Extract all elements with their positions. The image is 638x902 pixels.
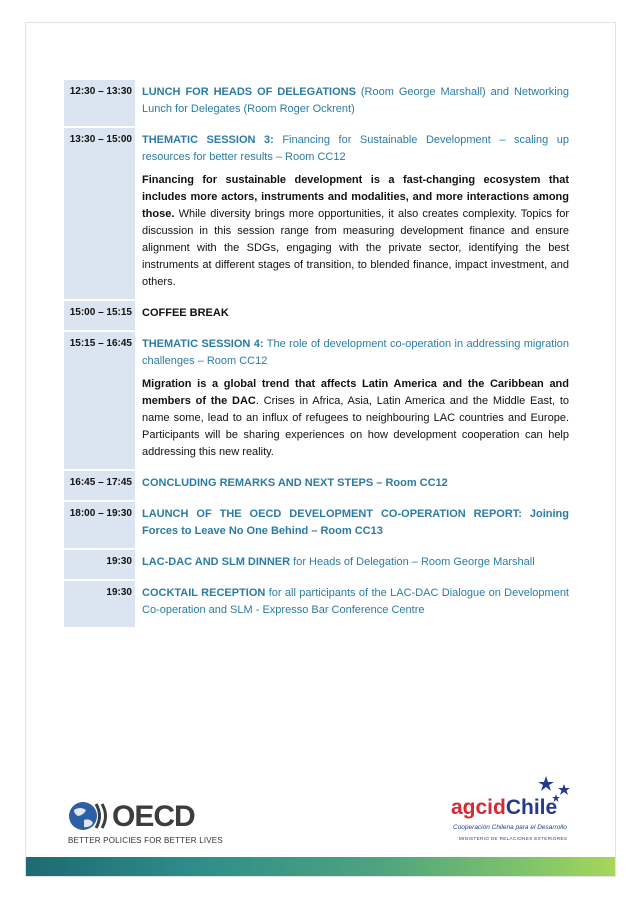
session-content — [135, 471, 576, 502]
agenda-row — [64, 502, 576, 550]
session-title: LUNCH FOR HEADS OF DELEGATIONS — [142, 86, 356, 98]
oecd-tagline: BETTER POLICIES FOR BETTER LIVES — [68, 836, 223, 845]
agenda-row — [64, 581, 576, 627]
agcid-ministry: MINISTERIO DE RELACIONES EXTERIORES — [459, 836, 568, 841]
time-cell: 15:15 – 16:45 — [64, 332, 135, 471]
session-title: CONCLUDING REMARKS AND NEXT STEPS – Room CC12 — [142, 477, 448, 489]
session-subtitle: The role of development co-operation in addressing migration challenges – Room CC12 — [142, 338, 569, 367]
agenda-table — [64, 80, 576, 627]
session-subtitle: Financing for Sustainable Development – scaling up resources for better results – Room CC12 — [142, 134, 569, 163]
session-description — [142, 376, 569, 461]
session-location: for Heads of Delegation – Room George Marshall — [290, 556, 535, 568]
agcid-wordmark — [451, 796, 557, 820]
time-cell: 15:00 – 15:15 — [64, 301, 135, 332]
time-cell: 19:30 — [64, 550, 135, 581]
session-location: for all participants of the LAC-DAC Dialogue on Development Co-operation and SLM - Expresso Bar Conference Centre — [142, 587, 569, 616]
agcid-wordmark-part1: agcid — [451, 796, 506, 819]
agcid-wordmark-part2: Chile — [505, 796, 558, 819]
description-lead: Financing for sustainable development is a fast-changing ecosystem that includes more actors, instruments and modalities, and more interactions among those. — [142, 174, 569, 220]
time-cell: 13:30 – 15:00 — [64, 128, 135, 301]
session-content — [135, 80, 576, 128]
oecd-wordmark: OECD — [112, 800, 195, 833]
session-description — [142, 172, 569, 291]
description-lead: Migration is a global trend that affects Latin America and the Caribbean and members of the DAC — [142, 378, 569, 407]
session-location: (Room George Marshall) and Networking Lunch for Delegates (Room Roger Ockrent) — [142, 86, 569, 115]
footer-gradient-bar — [26, 857, 615, 876]
session-title: THEMATIC SESSION 3: — [142, 134, 274, 146]
time-cell: 18:00 – 19:30 — [64, 502, 135, 550]
description-body: . Crises in Africa, Asia, Latin America and the Middle East, to name some, lead to an influx of refugees to neighbouring LAC countries and Europe. Participants will be sharing experiences on how development cooperation can help addressing this new reality. — [142, 395, 570, 458]
session-title: LAC-DAC AND SLM DINNER — [142, 556, 291, 568]
session-content — [135, 581, 576, 627]
agenda-row — [64, 80, 576, 128]
session-title: COCKTAIL RECEPTION — [142, 587, 266, 599]
session-content — [135, 550, 576, 581]
session-title: THEMATIC SESSION 4: — [142, 338, 264, 350]
agenda-row — [64, 301, 576, 332]
session-content — [135, 332, 576, 471]
session-title: LAUNCH OF THE OECD DEVELOPMENT CO-OPERATION REPORT: Joining Forces to Leave No One Behind – Room CC13 — [142, 508, 569, 537]
session-content — [135, 502, 576, 550]
agcid-chile-logo — [448, 774, 578, 849]
session-title: COFFEE BREAK — [142, 307, 229, 319]
agenda-row — [64, 471, 576, 502]
session-content — [135, 128, 576, 301]
time-cell: 16:45 – 17:45 — [64, 471, 135, 502]
description-body: While diversity brings more opportunities, it also creates complexity. Topics for discussion in this session range from measuring development finance and ensure alignment with the SDGs, engaging with the private sector, identifying the best instruments at different stages of transition, to blended finance, impact investment, and others. — [142, 208, 569, 288]
time-cell: 12:30 – 13:30 — [64, 80, 135, 128]
oecd-logo — [68, 798, 223, 852]
agcid-subtitle: Cooperación Chilena para el Desarrollo — [453, 824, 567, 831]
time-cell: 19:30 — [64, 581, 135, 627]
agenda-row — [64, 550, 576, 581]
agenda-row — [64, 128, 576, 301]
session-content — [135, 301, 576, 332]
oecd-globe-icon — [68, 798, 112, 836]
agenda-row — [64, 332, 576, 471]
